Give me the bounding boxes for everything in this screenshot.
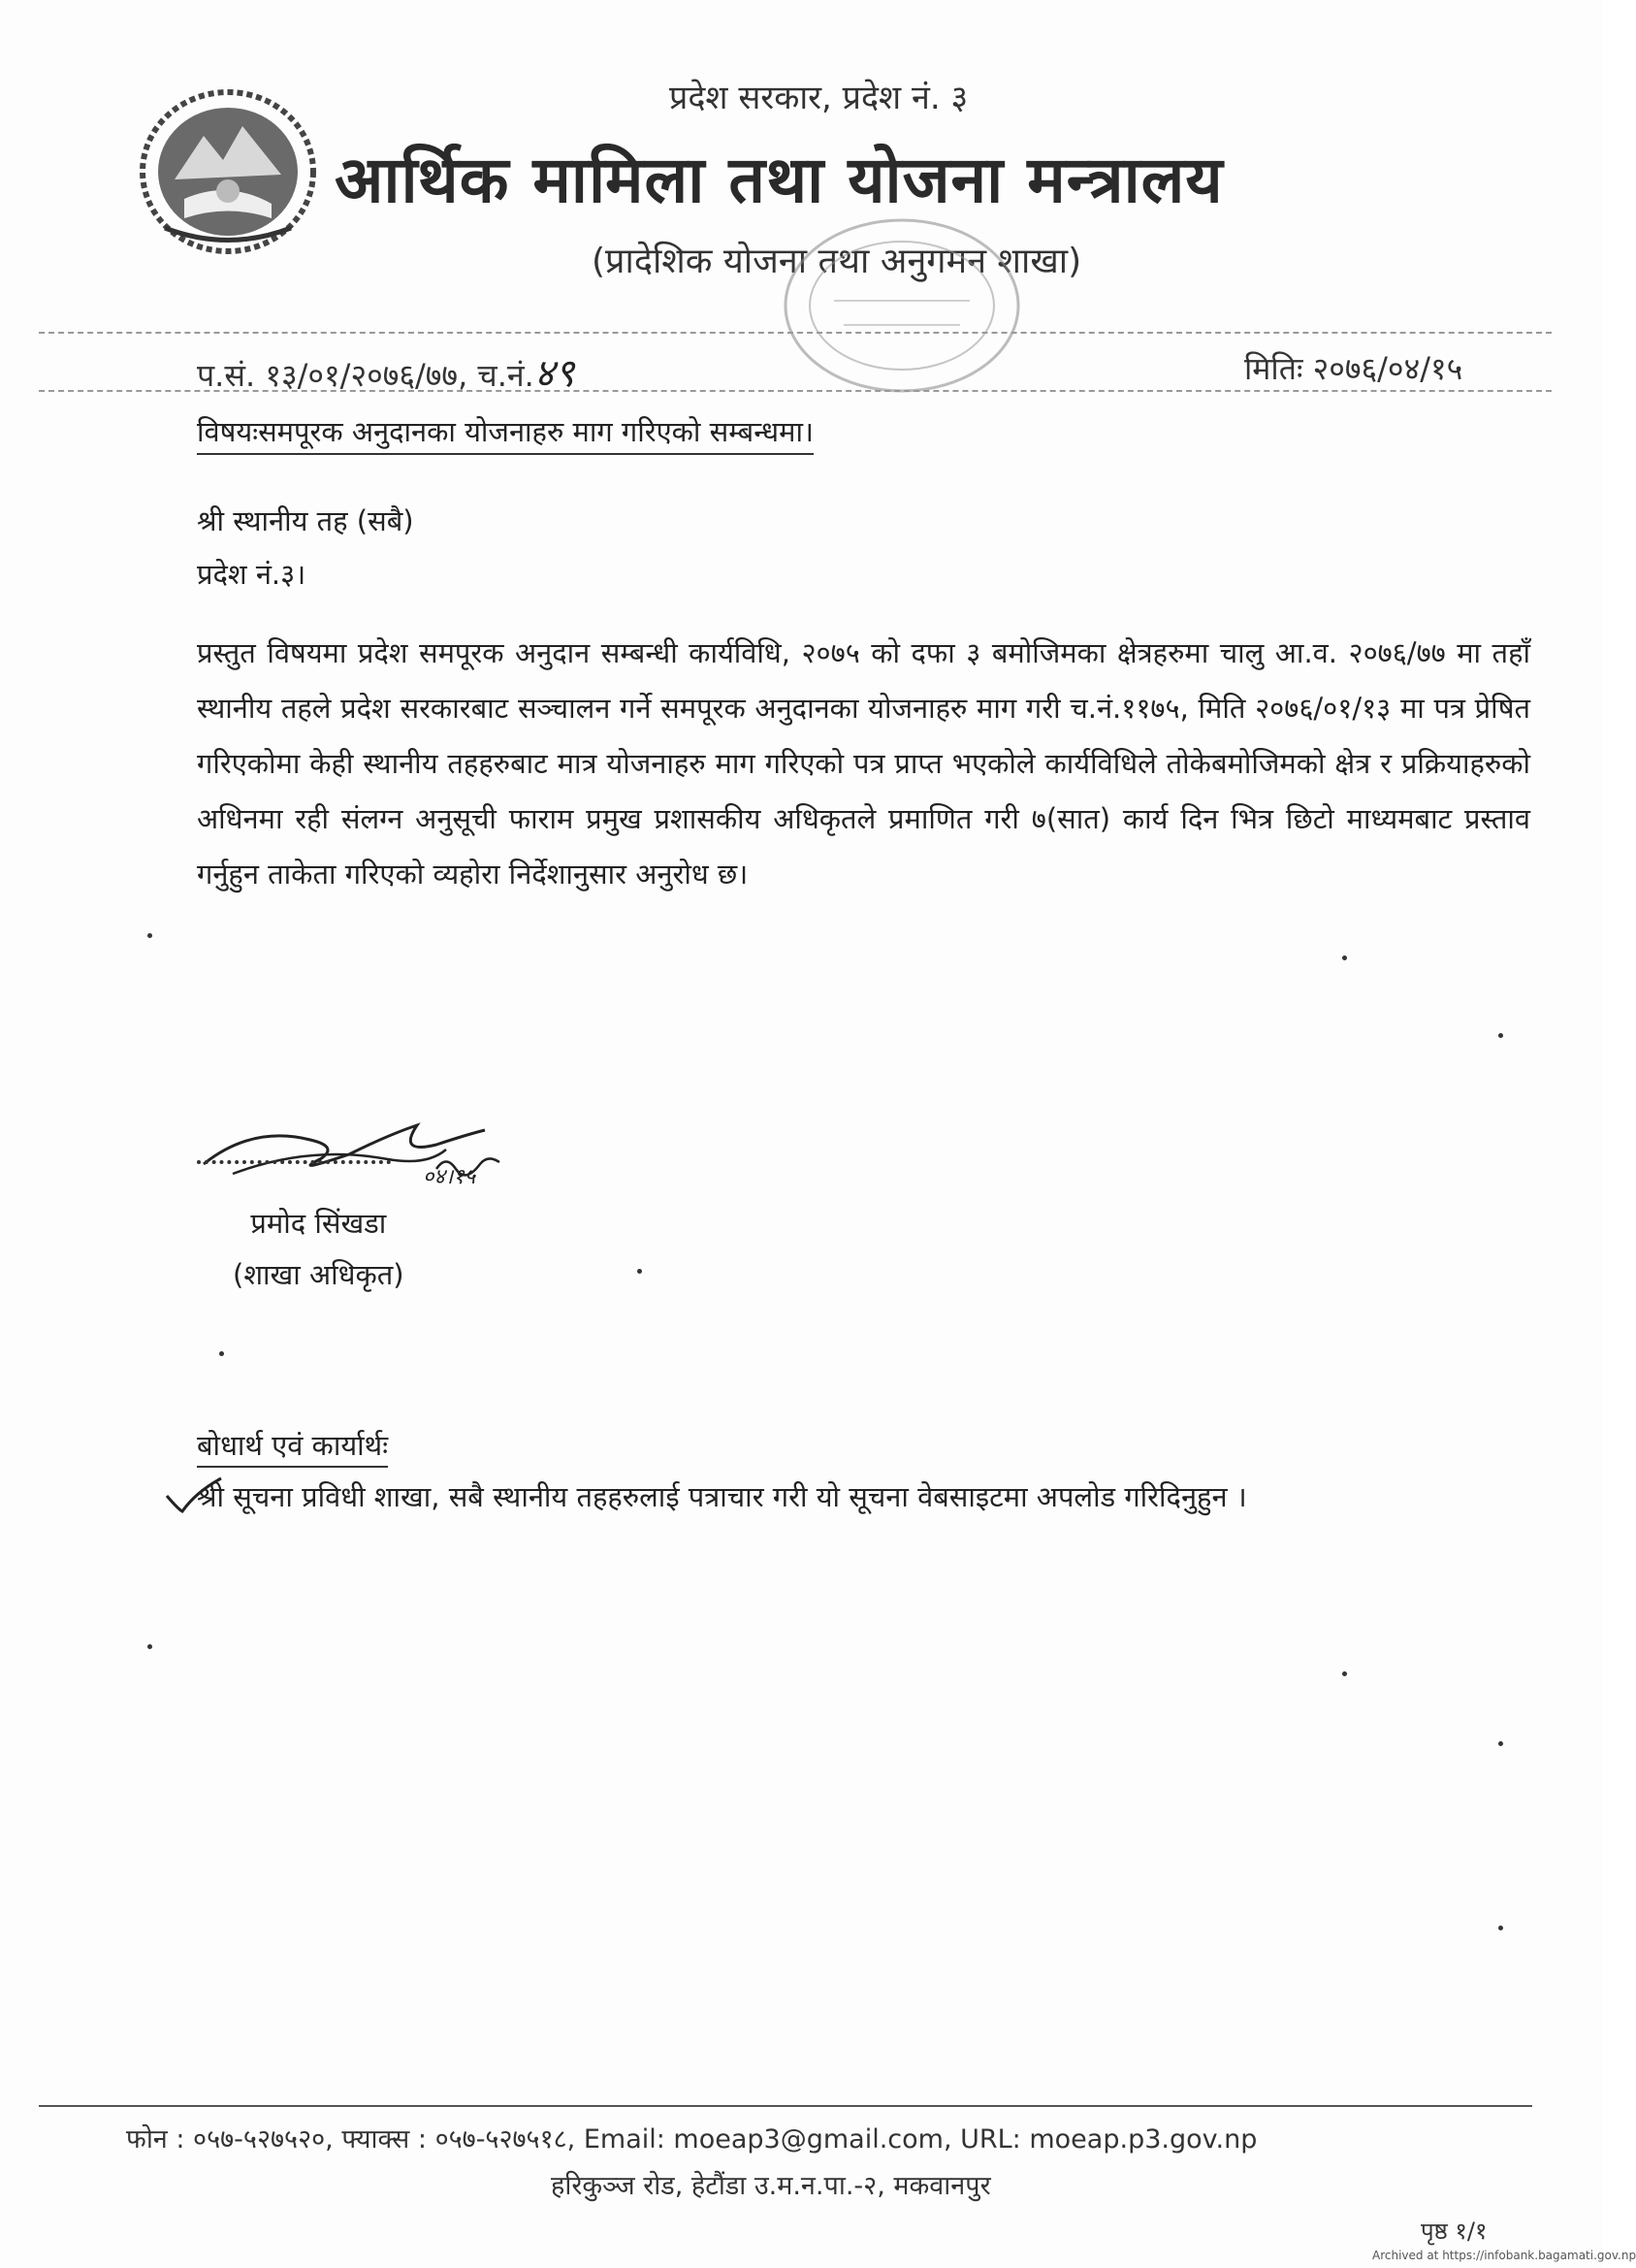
scan-speck: [1498, 1926, 1503, 1930]
cc-line: श्री सूचना प्रविधी शाखा, सबै स्थानीय तहहरुलाई पत्राचार गरी यो सूचना वेबसाइटमा अपलोड गरिदिनुहुन ।: [197, 1480, 1247, 1513]
footer-contact: फोन : ०५७-५२७५२०, फ्याक्स : ०५७-५२७५१८, Email: moeap3@gmail.com, URL: moeap.p3.gov.np: [126, 2124, 1258, 2155]
footer-rule: [39, 2105, 1532, 2107]
scan-speck: [1498, 1741, 1503, 1746]
province-line: प्रदेश सरकार, प्रदेश नं. ३: [669, 79, 969, 117]
branch-line: (प्रादेशिक योजना तथा अनुगमन शाखा): [592, 242, 1082, 281]
header-rule-top: [39, 332, 1552, 334]
page-number: पृष्ठ १/१: [1421, 2218, 1488, 2245]
reference-printed: प.सं. १३/०१/२०७६/७७, च.नं.: [197, 357, 534, 394]
signature-dotted-line: [197, 1160, 391, 1164]
addressee-line-1: श्री स्थानीय तह (सबै): [197, 504, 414, 537]
footer-address: हरिकुञ्ज रोड, हेटौंडा उ.म.न.पा.-२, मकवानपुर: [551, 2171, 991, 2201]
letter-date: मितिः २०७६/०४/१५: [1244, 350, 1463, 387]
government-emblem-icon: [136, 82, 320, 257]
signer-title: (शाखा अधिकृत): [233, 1258, 404, 1291]
scan-speck: [1342, 956, 1347, 960]
letter-body: प्रस्तुत विषयमा प्रदेश समपूरक अनुदान सम्बन्धी कार्यविधि, २०७५ को दफा ३ बमोजिमका क्षेत्रहरुमा चालु आ.व. २०७६/७७ मा तहाँ स्थानीय तहले प्रदेश सरकारबाट सञ्चालन गर्ने समपूरक अनुदानका योजनाहरु माग गरी च.नं.११७५, मिति २०७६/०१/१३ मा पत्र प्रेषित गरिएकोमा केही स्थानीय तहहरुबाट मात्र योजनाहरु माग गरिएको पत्र प्राप्त भएकोले कार्यविधिले तोकेबमोजिमको क्षेत्र र प्रक्रियाहरुको अधिनमा रही संलग्न अनुसूची फाराम प्रमुख प्रशासकीय अधिकृतले प्रमाणित गरी ७(सात) कार्य दिन भित्र छिटो माध्यमबाट प्रस्ताव गर्नुहुन ताकेता गरिएको व्यहोरा निर्देशानुसार अनुरोध छ।: [197, 636, 1530, 891]
scan-speck: [147, 933, 152, 938]
signature-date: ०४।१५: [423, 1165, 476, 1189]
signer-name: प्रमोद सिंखडा: [250, 1207, 387, 1240]
scan-speck: [147, 1644, 152, 1649]
subject-text: समपूरक अनुदानका योजनाहरु माग गरिएको सम्बन्धमा।: [258, 415, 814, 448]
subject-label: विषयः: [197, 415, 259, 448]
header-rule-bottom: [39, 390, 1552, 392]
scan-speck: [219, 1351, 224, 1356]
signer-block: [233, 1198, 404, 1301]
reference-handwritten: ४९: [533, 351, 575, 396]
ministry-title: आर्थिक मामिला तथा योजना मन्त्रालय: [335, 143, 1224, 217]
cc-heading: बोधार्थ एवं कार्यार्थः: [197, 1426, 388, 1468]
addressee-line-2: प्रदेश नं.३।: [197, 558, 306, 591]
scan-speck: [1498, 1033, 1503, 1038]
archive-note: Archived at https://infobank.bagamati.gov.np: [1372, 2249, 1636, 2262]
scan-speck: [1342, 1671, 1347, 1676]
subject-line: [197, 412, 814, 455]
handwritten-signature-icon: [194, 1086, 524, 1203]
office-stamp-icon: [776, 209, 1028, 403]
addressee: [197, 495, 414, 601]
scan-speck: [637, 1269, 642, 1274]
